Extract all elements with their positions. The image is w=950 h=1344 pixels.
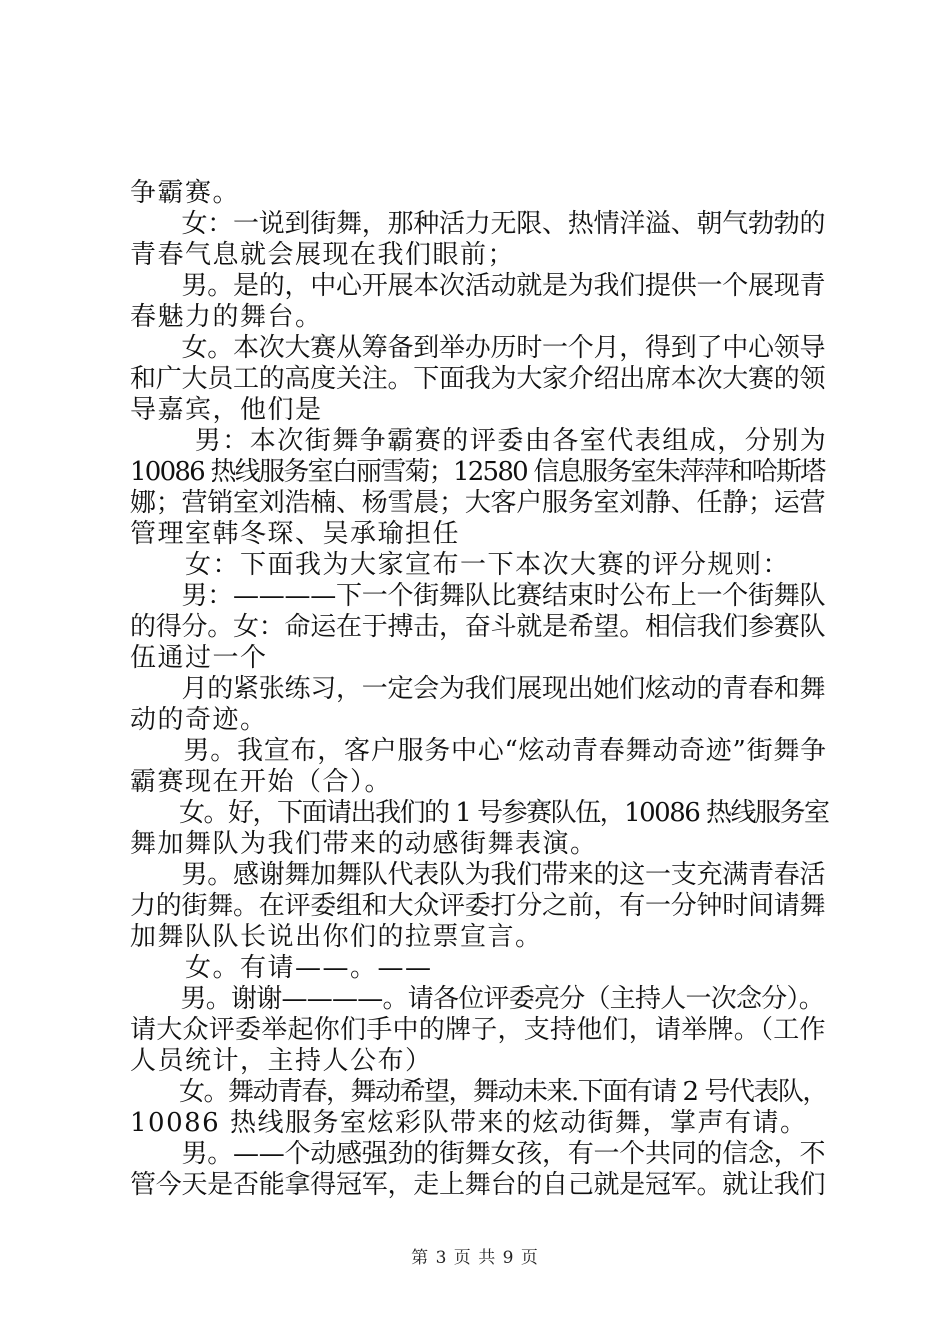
text-line: 伍通过一个 <box>130 643 268 673</box>
text-line: 动的奇迹。 <box>130 705 268 735</box>
text-line: 春魅力的舞台。 <box>130 302 323 332</box>
text-line: 男：————下一个街舞队比赛结束时公布上一个街舞队 <box>130 581 826 611</box>
text-line: 男。感谢舞加舞队代表队为我们带来的这一支充满青春活 <box>130 860 826 890</box>
text-line: 的得分。女：命运在于搏击，奋斗就是希望。相信我们参赛队 <box>130 612 826 642</box>
text-line: 霸赛现在开始（合）。 <box>130 767 393 797</box>
text-line: 加舞队队长说出你们的拉票宣言。 <box>130 922 543 952</box>
text-line: 月的紧张练习，一定会为我们展现出她们炫动的青春和舞 <box>130 674 826 704</box>
text-line: 女。本次大赛从筹备到举办历时一个月，得到了中心领导 <box>130 333 826 363</box>
text-line: 青春气息就会展现在我们眼前； <box>130 240 516 270</box>
text-line: 力的街舞。在评委组和大众评委打分之前，有一分钟时间请舞 <box>130 891 826 921</box>
text-line: 导嘉宾，他们是 <box>130 395 323 425</box>
text-line: 男。谢谢————。请各位评委亮分（主持人一次念分）。 <box>130 984 825 1014</box>
text-line: 女。好，下面请出我们的 1 号参赛队伍，10086 热线服务室 <box>130 798 829 828</box>
text-line: 管今天是否能拿得冠军，走上舞台的自己就是冠军。就让我们 <box>130 1170 826 1200</box>
text-line: 男：本次街舞争霸赛的评委由各室代表组成，分别为 <box>130 426 828 456</box>
text-line: 女：下面我为大家宣布一下本次大赛的评分规则： <box>130 550 791 580</box>
text-line: 女：一说到街舞，那种活力无限、热情洋溢、朝气勃勃的 <box>130 209 826 239</box>
text-line: 10086 热线服务室炫彩队带来的炫动街舞，掌声有请。 <box>130 1108 808 1138</box>
text-line: 10086 热线服务室白丽雪菊；12580 信息服务室朱萍萍和哈斯塔 <box>130 457 825 487</box>
page-number-footer: 第 3 页 共 9 页 <box>411 1248 539 1268</box>
text-line: 女。舞动青春，舞动希望，舞动未来.下面有请 2 号代表队， <box>130 1077 827 1107</box>
text-line: 管理室韩冬琛、吴承瑜担任 <box>130 519 461 549</box>
text-line: 女。有请——。—— <box>130 953 433 983</box>
text-line: 请大众评委举起你们手中的牌子，支持他们，请举牌。（工作 <box>130 1015 826 1045</box>
text-line: 娜；营销室刘浩楠、杨雪晨；大客户服务室刘静、任静；运营 <box>130 488 826 518</box>
text-line: 和广大员工的高度关注。下面我为大家介绍出席本次大赛的领 <box>130 364 826 394</box>
text-line: 男。——个动感强劲的街舞女孩，有一个共同的信念，不 <box>130 1139 826 1169</box>
text-line: 争霸赛。 <box>130 178 241 208</box>
text-line: 人员统计，主持人公布） <box>130 1046 433 1076</box>
text-line: 男。是的，中心开展本次活动就是为我们提供一个展现青 <box>130 271 826 301</box>
text-line: 男。我宣布，客户服务中心“炫动青春舞动奇迹”街舞争 <box>130 736 827 766</box>
text-line: 舞加舞队为我们带来的动感街舞表演。 <box>130 829 598 859</box>
